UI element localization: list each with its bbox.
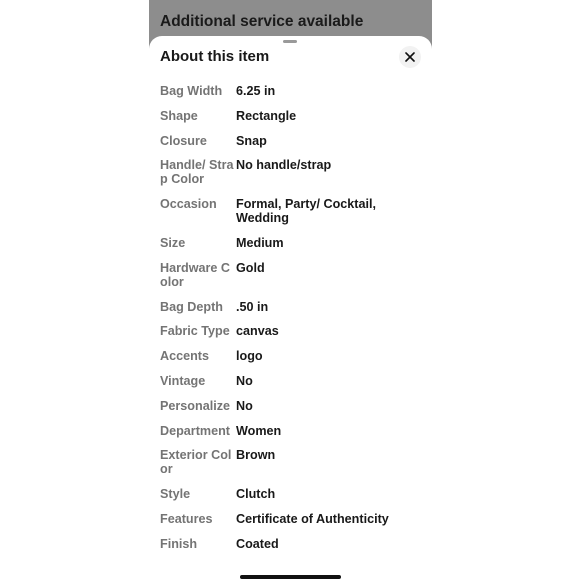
item-specific-value: Rectangle	[236, 108, 297, 123]
item-specifics-list	[160, 84, 425, 562]
item-specific-label: Closure	[160, 133, 207, 148]
item-specific-row	[160, 537, 425, 551]
item-specific-value: No handle/strap	[236, 158, 332, 173]
phone-screen	[149, 0, 432, 580]
item-specific-value: logo	[236, 349, 263, 364]
item-specific-row	[160, 109, 425, 123]
item-specific-label: Fabric Type	[160, 324, 230, 339]
close-button[interactable]	[399, 46, 421, 68]
item-specific-label: Bag Depth	[160, 299, 223, 314]
item-specific-value: Snap	[236, 133, 267, 148]
item-specific-label: Occasion	[160, 197, 217, 212]
item-specific-label: Finish	[160, 536, 198, 551]
item-specific-label: Shape	[160, 108, 198, 123]
item-specific-row	[160, 197, 425, 225]
item-specific-row	[160, 487, 425, 501]
item-specific-value: No	[236, 398, 253, 413]
item-specific-value: Coated	[236, 536, 279, 551]
item-specific-row	[160, 261, 425, 289]
item-specific-row	[160, 84, 425, 98]
item-specific-row	[160, 374, 425, 388]
item-specific-label: Hardware Color	[160, 260, 230, 289]
item-specific-label: Size	[160, 235, 186, 250]
item-specific-label: Exterior Color	[160, 448, 232, 477]
item-specific-label: Accents	[160, 349, 209, 364]
item-specific-value: Women	[236, 423, 282, 438]
item-specific-value: Formal, Party/ Cocktail, Wedding	[236, 197, 376, 226]
item-specific-label: Department	[160, 423, 230, 438]
item-specific-label: Bag Width	[160, 84, 223, 98]
item-specific-value: Medium	[236, 235, 284, 250]
item-specific-row	[160, 300, 425, 314]
item-specific-value: Clutch	[236, 487, 276, 502]
item-specific-row	[160, 236, 425, 250]
item-specific-label: Vintage	[160, 373, 206, 388]
item-specific-value: No	[236, 373, 253, 388]
item-specific-label: Style	[160, 487, 191, 502]
item-specific-row	[160, 448, 425, 476]
item-specific-value: Gold	[236, 260, 265, 275]
item-specific-value: .50 in	[236, 299, 269, 314]
item-specific-label: Personalize	[160, 398, 230, 413]
item-specific-value: Brown	[236, 448, 276, 463]
item-specific-value: 6.25 in	[236, 84, 276, 98]
item-specific-row	[160, 324, 425, 338]
item-specific-label: Handle/ Strap Color	[160, 158, 234, 187]
item-specific-label: Features	[160, 511, 213, 526]
item-specific-row	[160, 349, 425, 363]
item-specific-value: canvas	[236, 324, 279, 339]
about-item-bottom-sheet	[149, 36, 432, 580]
item-specific-row	[160, 512, 425, 526]
sheet-drag-handle[interactable]	[283, 40, 297, 43]
item-specific-row	[160, 158, 425, 186]
item-specific-row	[160, 399, 425, 413]
item-specific-value: Certificate of Authenticity	[236, 511, 389, 526]
item-specific-row	[160, 424, 425, 438]
close-icon	[405, 52, 415, 62]
home-indicator[interactable]	[240, 575, 341, 579]
item-specific-row	[160, 134, 425, 148]
sheet-title: About this item	[160, 48, 270, 65]
background-section-heading: Additional service available	[160, 13, 364, 30]
